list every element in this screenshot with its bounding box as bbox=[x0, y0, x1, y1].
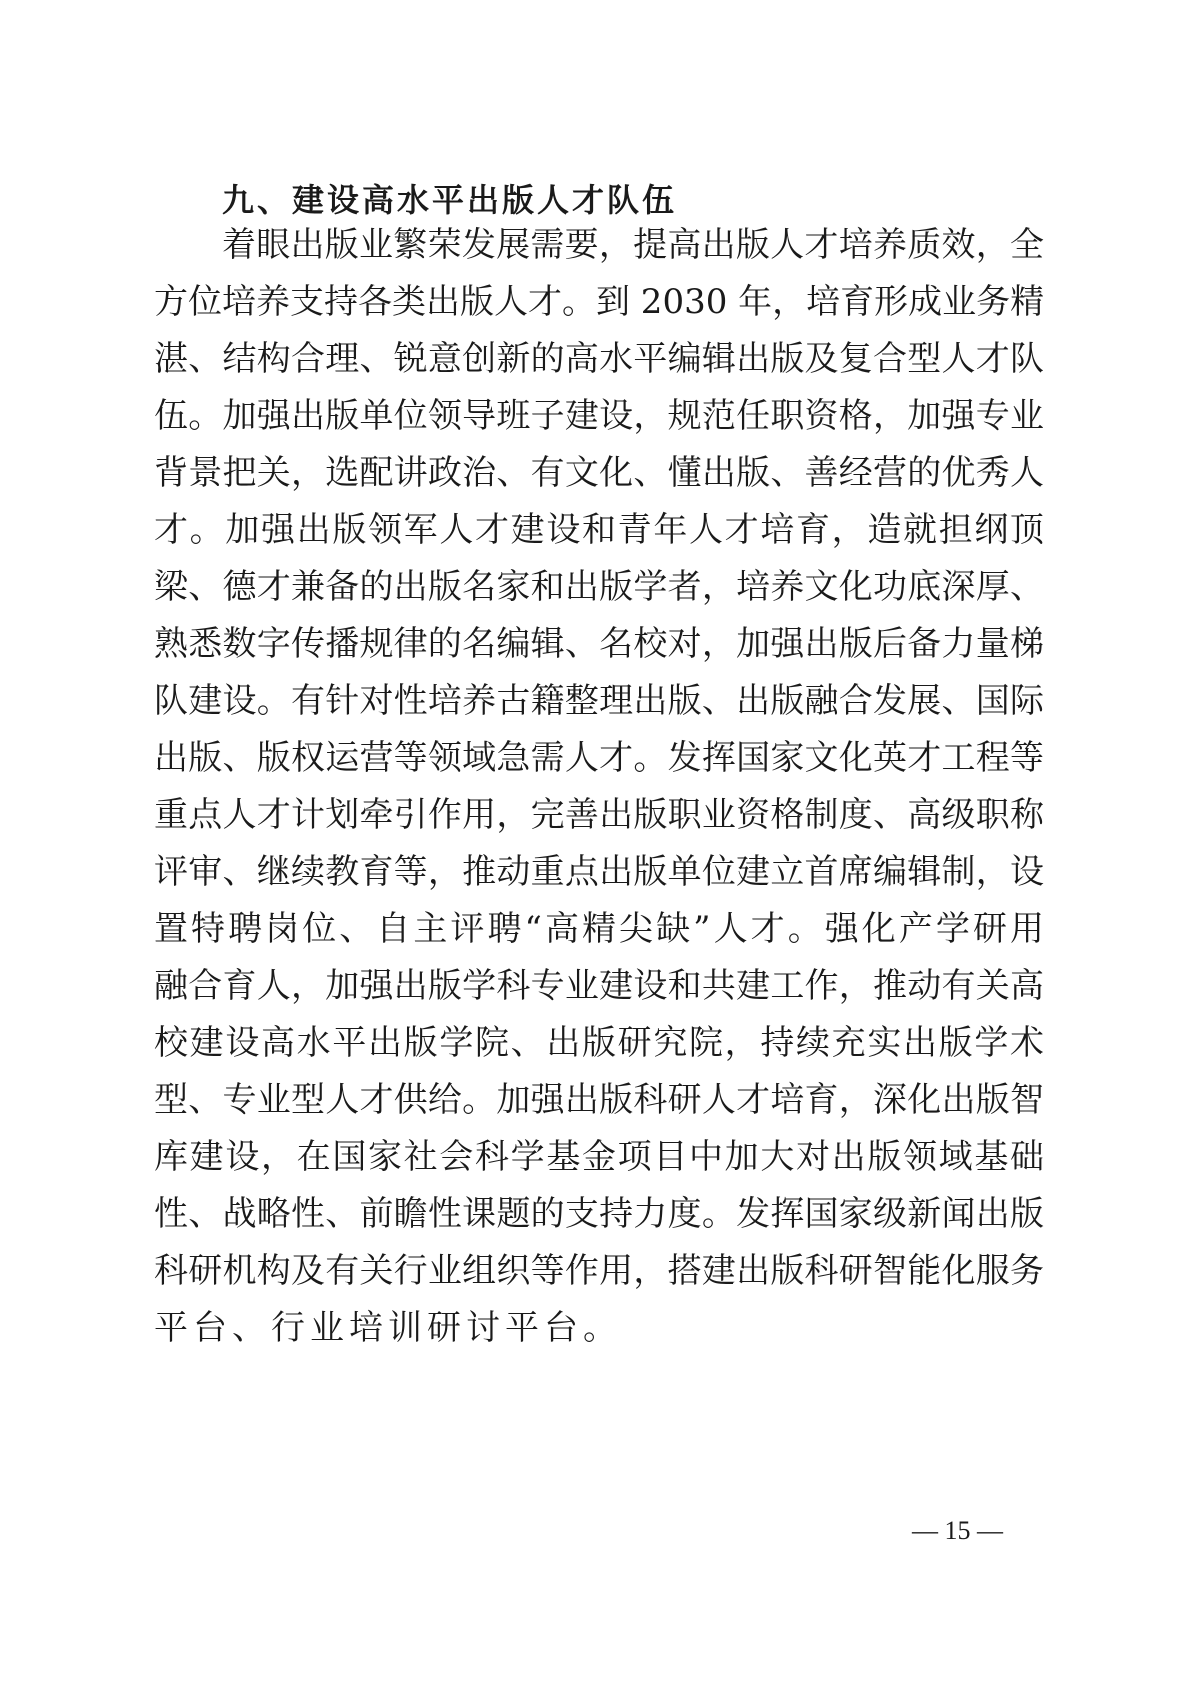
page-number: — 15 — bbox=[912, 1516, 1003, 1545]
body-text-line: 湛、结构合理、锐意创新的高水平编辑出版及复合型人才队 bbox=[154, 339, 1044, 379]
body-text-line: 才。加强出版领军人才建设和青年人才培育，造就担纲顶 bbox=[154, 510, 1044, 550]
body-text-line: 校建设高水平出版学院、出版研究院，持续充实出版学术 bbox=[154, 1023, 1044, 1063]
body-text-line: 队建设。有针对性培养古籍整理出版、出版融合发展、国际 bbox=[154, 681, 1044, 721]
section-heading: 九、建设高水平出版人才队伍 bbox=[222, 181, 678, 219]
body-text-line: 方位培养支持各类出版人才。到 2030 年，培育形成业务精 bbox=[154, 282, 1045, 322]
body-text-line: 背景把关，选配讲政治、有文化、懂出版、善经营的优秀人 bbox=[154, 453, 1044, 493]
body-text-line: 融合育人，加强出版学科专业建设和共建工作，推动有关高 bbox=[154, 966, 1044, 1006]
body-text-line: 置特聘岗位、自主评聘“高精尖缺”人才。强化产学研用 bbox=[154, 909, 1044, 949]
body-text-line: 梁、德才兼备的出版名家和出版学者，培养文化功底深厚、 bbox=[154, 567, 1044, 607]
body-text-line: 出版、版权运营等领域急需人才。发挥国家文化英才工程等 bbox=[154, 738, 1044, 778]
body-text-line: 平台、行业培训研讨平台。 bbox=[154, 1308, 622, 1348]
body-text-line: 熟悉数字传播规律的名编辑、名校对，加强出版后备力量梯 bbox=[154, 624, 1044, 664]
body-text-line: 性、战略性、前瞻性课题的支持力度。发挥国家级新闻出版 bbox=[154, 1194, 1044, 1234]
body-text-line: 库建设，在国家社会科学基金项目中加大对出版领域基础 bbox=[154, 1137, 1044, 1177]
body-text-line: 科研机构及有关行业组织等作用，搭建出版科研智能化服务 bbox=[154, 1251, 1044, 1291]
body-text-line: 重点人才计划牵引作用，完善出版职业资格制度、高级职称 bbox=[154, 795, 1044, 835]
body-text-line: 评审、继续教育等，推动重点出版单位建立首席编辑制，设 bbox=[154, 852, 1044, 892]
body-text-line: 着眼出版业繁荣发展需要，提高出版人才培养质效，全 bbox=[222, 225, 1044, 265]
body-text-line: 型、专业型人才供给。加强出版科研人才培育，深化出版智 bbox=[154, 1080, 1044, 1120]
body-text-line: 伍。加强出版单位领导班子建设，规范任职资格，加强专业 bbox=[154, 396, 1044, 436]
